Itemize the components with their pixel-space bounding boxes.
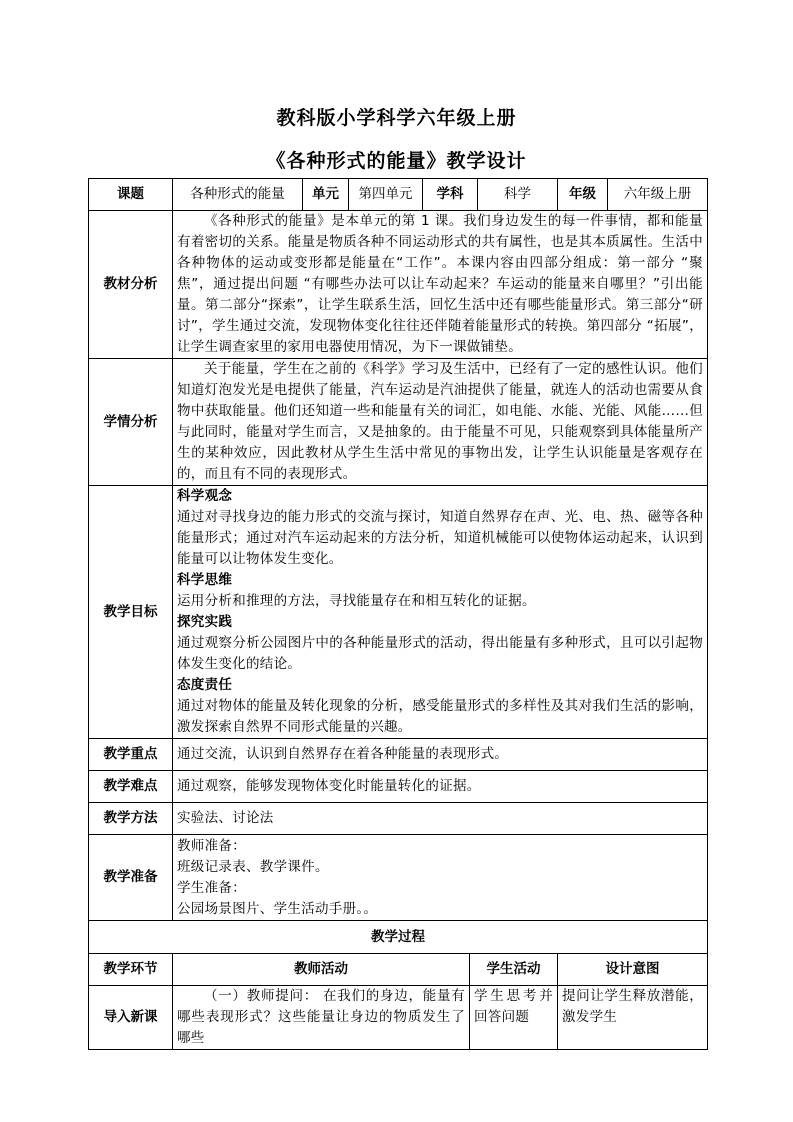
design-intent-intro: 提问让学生释放潜能，激发学生 — [558, 986, 708, 1050]
unit-label: 单元 — [303, 179, 349, 211]
prep-teacher-items: 班级记录表、教学课件。 — [177, 858, 329, 875]
process-header-row — [89, 954, 708, 986]
lesson-plan-table — [88, 178, 708, 1050]
goal-text-practice: 通过观察分析公园图片中的各种能量形式的活动，得出能量有多种形式，且可以引起物体发生变化的结论。 — [177, 635, 703, 672]
difficulty-label: 教学难点 — [89, 771, 173, 803]
material-text: 《各种形式的能量》是本单元的第 1 课。我们身边发生的每一件事情，都和能量有着密切的关系。能量是物质各种不同运动形式的共有属性，也是其本质属性。生活中各种物体的运动或变形都是能量在“工作”。本课内容由四部分组成：第一部分 “聚焦”，通过提出问题 “有哪些办法可以让车动起来？车运动的能量来自哪里？”引出能量。第二部分“探索”，让学生联系生活，回忆生活中还有哪些能量形式。第三部分“研讨”，学生通过交流，发现物体变化往往还伴随着能量形式的转换。第四部分 “拓展”，让学生调查家里的家用电器使用情况，为下一课做铺垫。 — [177, 213, 703, 355]
prep-row — [89, 835, 708, 921]
prep-cell — [173, 835, 708, 921]
key-point-row — [89, 739, 708, 771]
goal-text-concept: 通过对寻找身边的能力形式的交流与探讨，知道自然界存在声、光、电、热、磁等各种能量形式；通过对汽车运动起来的方法分析，知道机械能可以使物体运动起来，认识到能量可以让物体发生变化。 — [177, 509, 703, 567]
method-label: 教学方法 — [89, 803, 173, 835]
goal-heading-attitude: 态度责任 — [177, 677, 233, 693]
teacher-activity-intro-text: （一）教师提问： 在我们的身边，能量有哪些表现形式？这些能量让身边的物质发生了哪些 — [177, 988, 465, 1046]
topic-label: 课题 — [89, 179, 173, 211]
header-row — [89, 179, 708, 211]
material-row — [89, 211, 708, 359]
goal-heading-thinking: 科学思维 — [177, 572, 233, 588]
goal-heading-concept: 科学观念 — [177, 488, 233, 504]
col-stage-header: 教学环节 — [89, 954, 173, 986]
stage-intro: 导入新课 — [89, 986, 173, 1050]
document-title: 教科版小学科学六年级上册 — [276, 107, 517, 129]
grade-value: 六年级上册 — [608, 179, 708, 211]
goal-text-attitude: 通过对物体的能量及转化现象的分析，感受能量形式的多样性及其对我们生活的影响，激发探索自然界不同形式能量的兴趣。 — [177, 698, 703, 735]
col-teacher-header: 教师活动 — [173, 954, 470, 986]
col-intent-header: 设计意图 — [558, 954, 708, 986]
goals-cell — [173, 486, 708, 739]
document-subtitle: 《各种形式的能量》教学设计 — [266, 150, 527, 172]
difficulty-row — [89, 771, 708, 803]
process-title-row — [89, 921, 708, 954]
prep-teacher-heading: 教师准备： — [177, 837, 246, 854]
subject-label: 学科 — [423, 179, 478, 211]
topic-value: 各种形式的能量 — [173, 179, 303, 211]
goals-label: 教学目标 — [89, 486, 173, 739]
goal-heading-practice: 探究实践 — [177, 614, 233, 630]
prep-student-heading: 学生准备： — [177, 879, 246, 896]
students-row — [89, 359, 708, 486]
col-student-header: 学生活动 — [470, 954, 558, 986]
process-row-intro — [89, 986, 708, 1050]
process-title: 教学过程 — [89, 921, 708, 954]
student-activity-intro: 学生思考并回答问题 — [470, 986, 558, 1050]
unit-value: 第四单元 — [349, 179, 423, 211]
prep-label: 教学准备 — [89, 835, 173, 921]
prep-student-items: 公园场景图片、学生活动手册。。 — [177, 900, 378, 917]
material-label: 教材分析 — [89, 211, 173, 359]
difficulty-text: 通过观察，能够发现物体变化时能量转化的证据。 — [173, 771, 708, 803]
goal-text-thinking: 运用分析和推理的方法，寻找能量存在和相互转化的证据。 — [177, 593, 536, 609]
students-label: 学情分析 — [89, 359, 173, 486]
goals-row — [89, 486, 708, 739]
method-text: 实验法、讨论法 — [173, 803, 708, 835]
material-text-cell — [173, 211, 708, 359]
grade-label: 年级 — [558, 179, 608, 211]
teacher-activity-intro — [173, 986, 470, 1050]
method-row — [89, 803, 708, 835]
students-text: 关于能量，学生在之前的《科学》学习及生活中，已经有了一定的感性认识。他们知道灯泡发光是电提供了能量，汽车运动是汽油提供了能量，就连人的活动也需要从食物中获取能量。他们还知道一些和能量有关的词汇，如电能、水能、光能、风能……但与此同时，能量对学生而言，又是抽象的。由于能量不可见，只能观察到具体能量所产生的某种效应，因此教材从学生生活中常见的事物出发，让学生认识能量是客观存在的，而且有不同的表现形式。 — [177, 361, 703, 482]
subject-value: 科学 — [478, 179, 558, 211]
students-text-cell — [173, 359, 708, 486]
key-point-label: 教学重点 — [89, 739, 173, 771]
key-point-text: 通过交流，认识到自然界存在着各种能量的表现形式。 — [173, 739, 708, 771]
